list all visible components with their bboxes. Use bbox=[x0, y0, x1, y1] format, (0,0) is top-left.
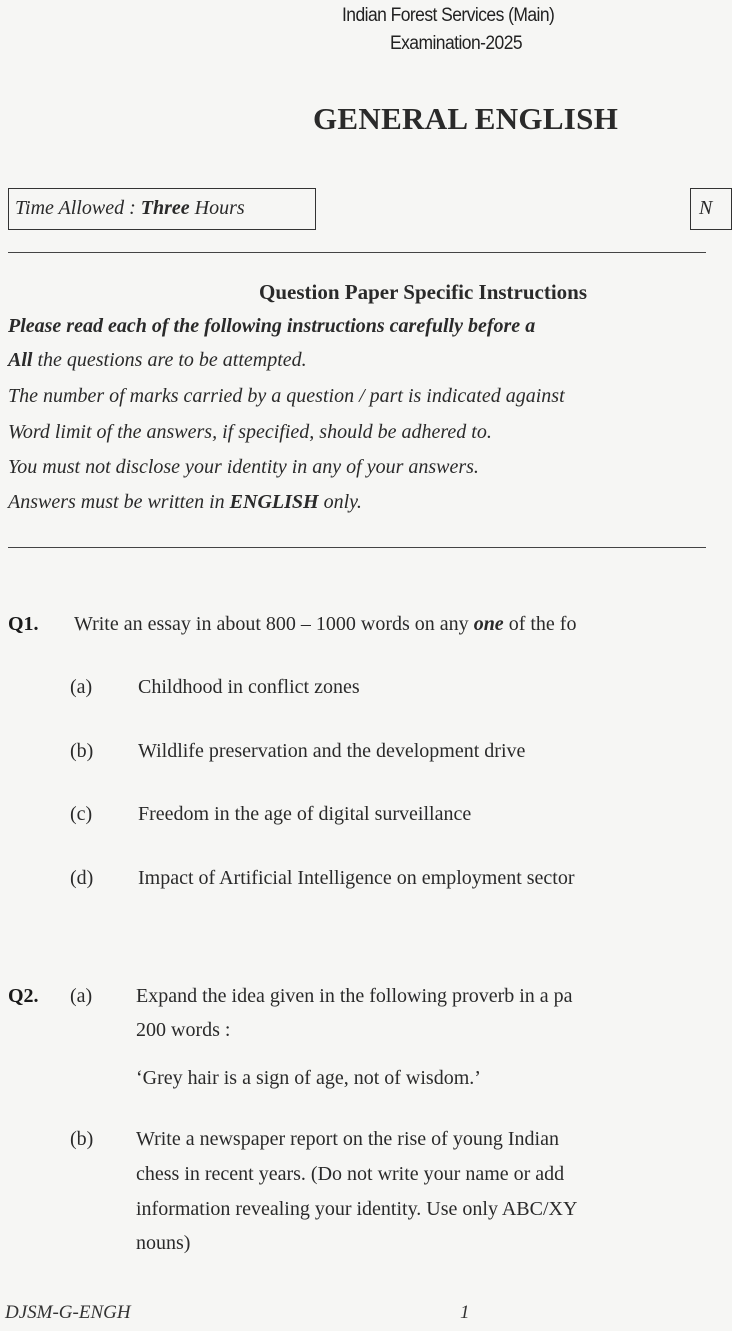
time-allowed-prefix: Time Allowed : bbox=[15, 197, 141, 219]
q1-number: Q1. bbox=[8, 613, 39, 635]
q2-part-b-line1: Write a newspaper report on the rise of young Indian bbox=[136, 1128, 559, 1150]
divider-top bbox=[8, 252, 706, 253]
page-number: 1 bbox=[460, 1302, 470, 1323]
q1-stem bbox=[74, 613, 576, 636]
time-allowed-box bbox=[8, 188, 316, 230]
q1-option-a-text: Childhood in conflict zones bbox=[138, 676, 360, 698]
paper-code: DJSM-G-ENGH bbox=[5, 1302, 131, 1323]
instructions-heading: Question Paper Specific Instructions bbox=[259, 280, 588, 304]
q2-part-b-line3: information revealing your identity. Use only ABC/XY bbox=[136, 1198, 578, 1220]
instruction-item-4: You must not disclose your identity in any of your answers. bbox=[8, 456, 479, 478]
q1-option-d-text: Impact of Artificial Intelligence on employment sector bbox=[138, 867, 575, 889]
instruction-item-5-bold: ENGLISH bbox=[229, 491, 319, 513]
instructions-intro: Please read each of the following instructions carefully before a bbox=[8, 315, 536, 337]
divider-bottom bbox=[8, 547, 706, 548]
exam-name-line2: Examination-2025 bbox=[390, 33, 523, 54]
q2-part-b-line2: chess in recent years. (Do not write your name or add bbox=[136, 1163, 565, 1185]
instruction-item-3: Word limit of the answers, if specified, should be adhered to. bbox=[8, 421, 492, 443]
q1-option-b-text: Wildlife preservation and the development drive bbox=[138, 740, 526, 762]
max-marks-partial: N bbox=[699, 197, 713, 219]
q2-number: Q2. bbox=[8, 985, 39, 1007]
q2-part-b-line4: nouns) bbox=[136, 1232, 191, 1254]
instruction-item-5-text2: only. bbox=[318, 491, 362, 513]
paper-title: GENERAL ENGLISH bbox=[313, 101, 619, 136]
q1-option-b-label: (b) bbox=[70, 740, 94, 762]
q1-option-a-label: (a) bbox=[70, 676, 93, 698]
instruction-item-1 bbox=[8, 349, 307, 372]
q2-part-a-line1: Expand the idea given in the following proverb in a pa bbox=[136, 985, 573, 1007]
instruction-item-2: The number of marks carried by a question / part is indicated against bbox=[8, 385, 565, 407]
q1-option-c-label: (c) bbox=[70, 803, 93, 825]
time-allowed-suffix: Hours bbox=[189, 197, 245, 219]
instruction-item-5-text: Answers must be written in bbox=[8, 491, 230, 513]
max-marks-box bbox=[690, 188, 732, 230]
instruction-item-5 bbox=[8, 491, 362, 514]
instruction-item-1-bold: All bbox=[8, 349, 33, 371]
time-allowed-duration: Three bbox=[140, 197, 190, 219]
q1-option-d-label: (d) bbox=[70, 867, 94, 889]
q1-option-c-text: Freedom in the age of digital surveillance bbox=[138, 803, 472, 825]
q2-part-a-line2: 200 words : bbox=[136, 1019, 231, 1041]
q2-part-a-quote: ‘Grey hair is a sign of age, not of wisdom.’ bbox=[136, 1067, 481, 1089]
q2-part-a-label: (a) bbox=[70, 985, 93, 1007]
q1-stem-post: of the fo bbox=[503, 613, 577, 635]
q1-stem-emphasis: one bbox=[473, 613, 504, 635]
instruction-item-1-text: the questions are to be attempted. bbox=[32, 349, 307, 371]
q1-stem-pre: Write an essay in about 800 – 1000 words on any bbox=[74, 613, 474, 635]
exam-name-line1: Indian Forest Services (Main) bbox=[342, 5, 555, 26]
time-allowed-text bbox=[15, 197, 245, 220]
q2-part-b-label: (b) bbox=[70, 1128, 94, 1150]
